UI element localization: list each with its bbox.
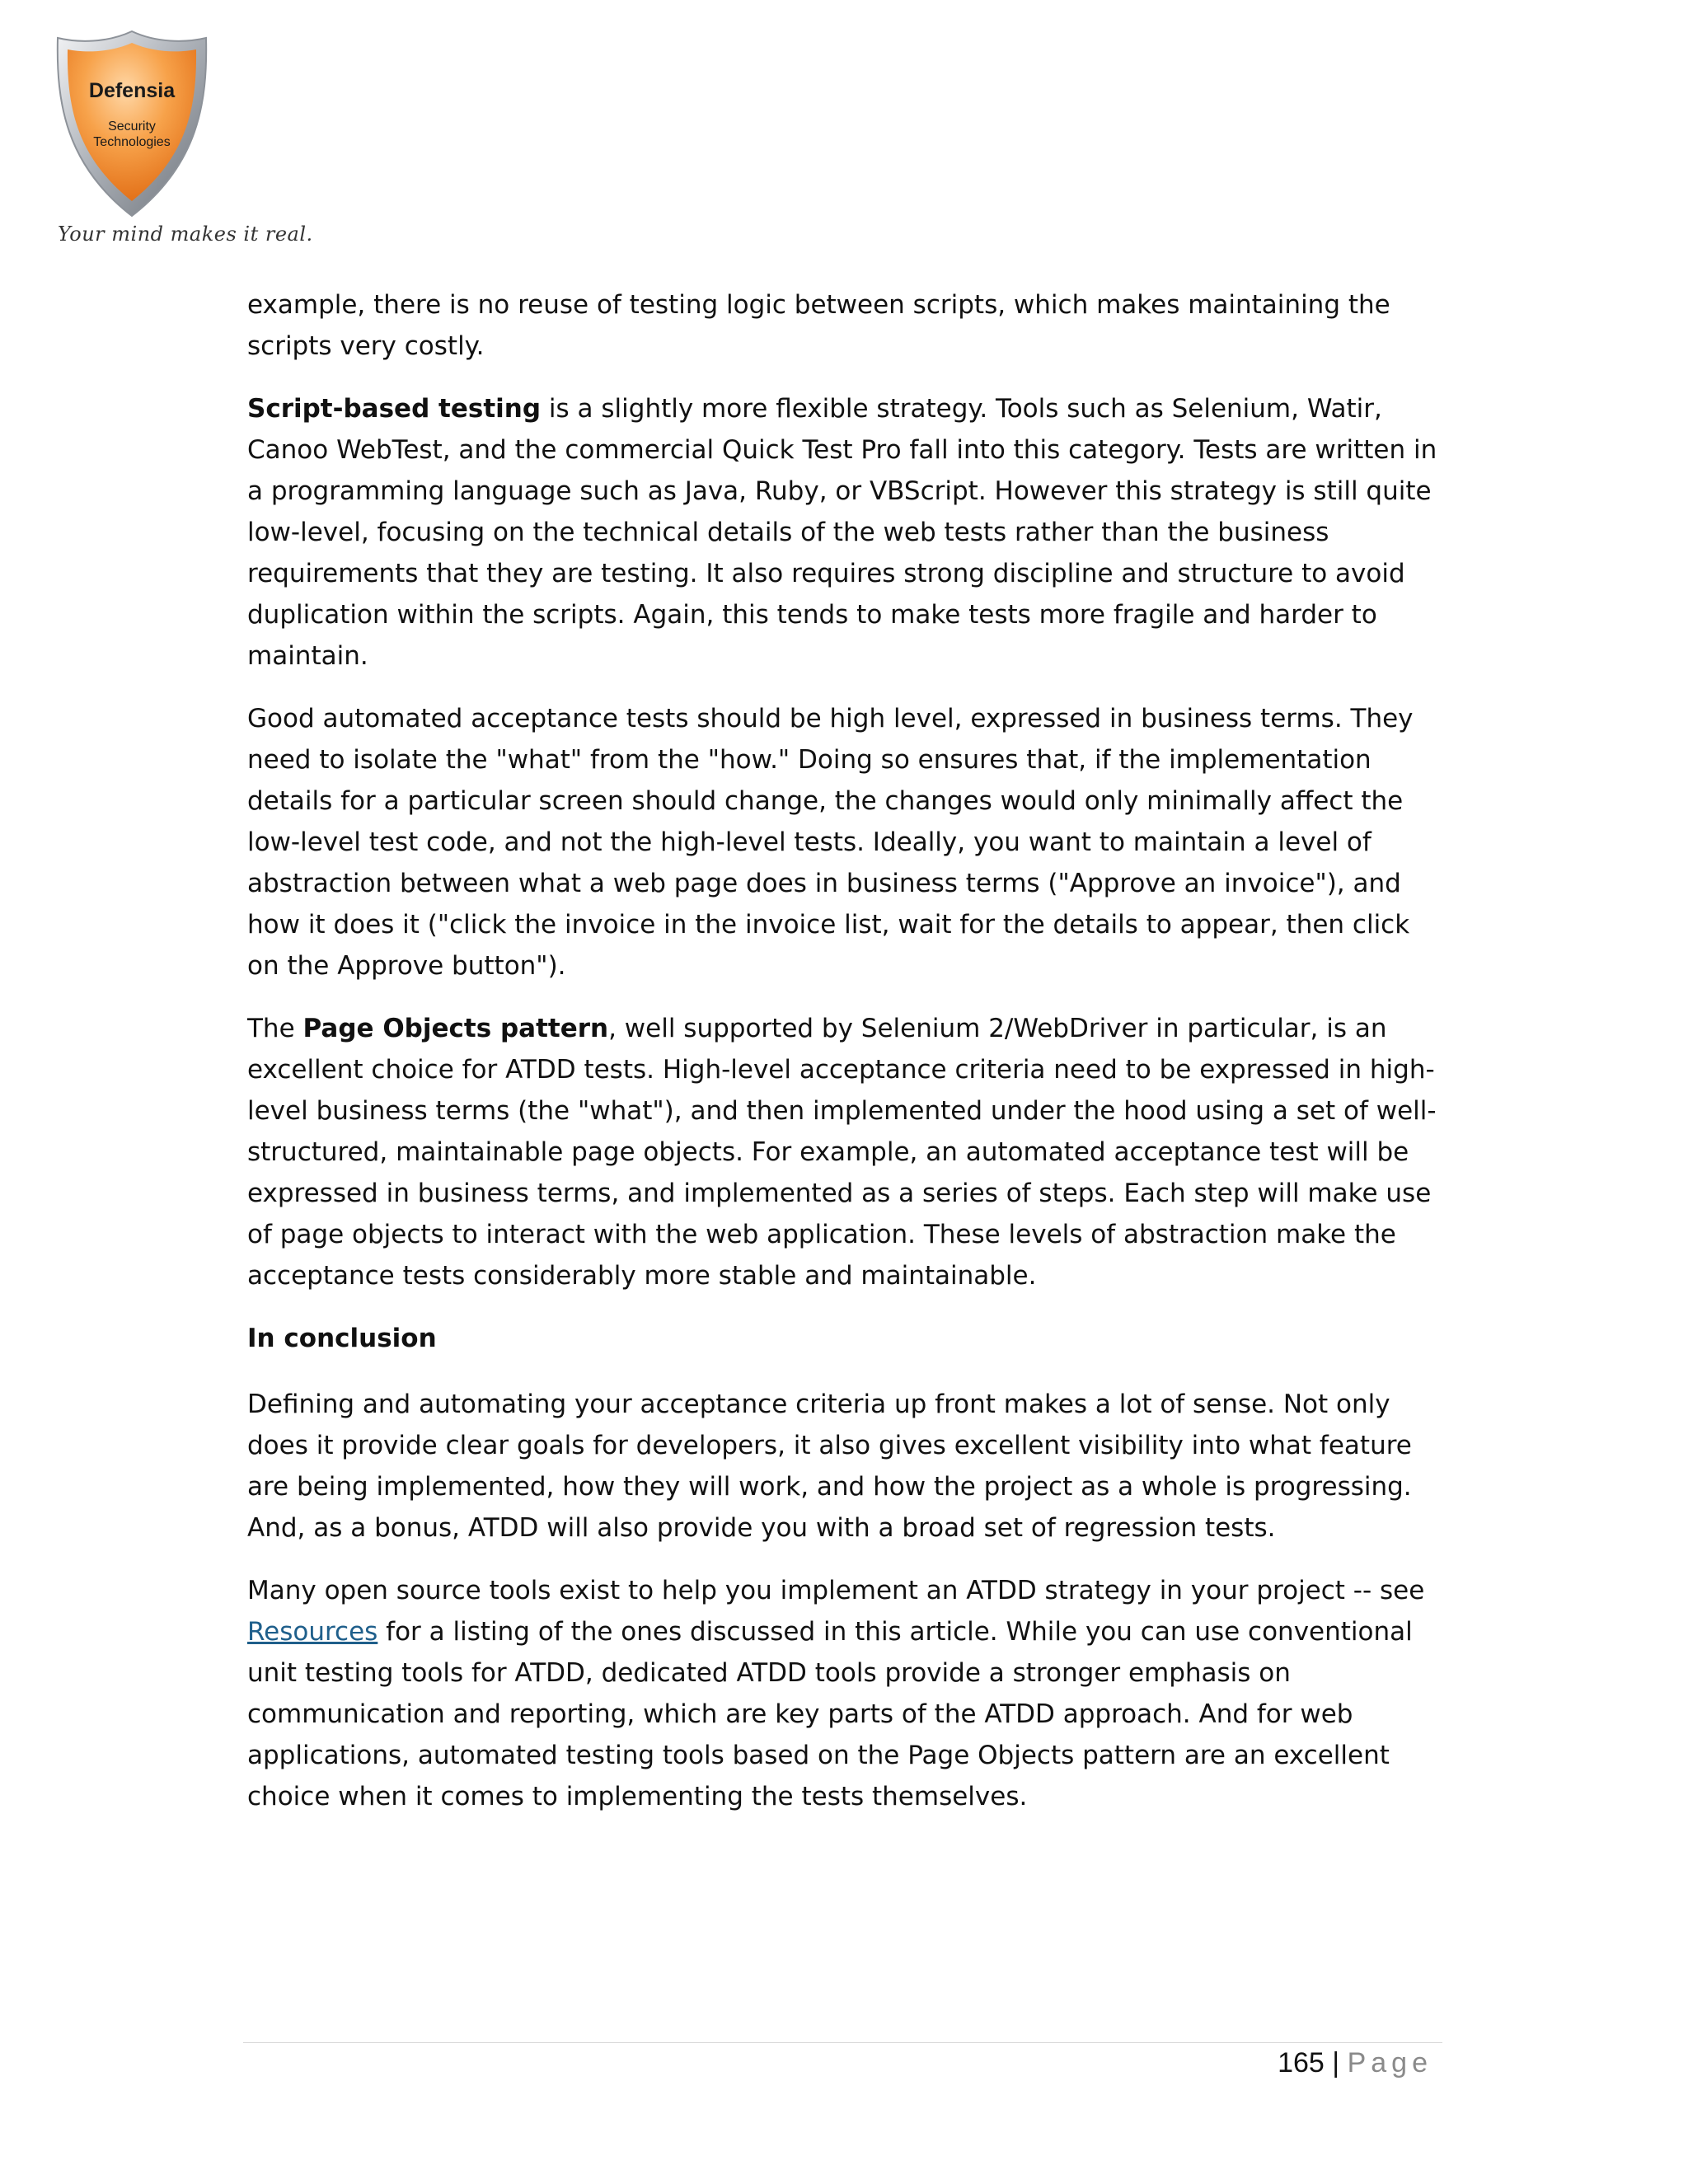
logo-tagline: Your mind makes it real. bbox=[58, 223, 313, 246]
footer-divider bbox=[243, 2042, 1442, 2043]
bold-term: Page Objects pattern bbox=[302, 1014, 609, 1043]
bold-term: Script-based testing bbox=[247, 394, 542, 424]
paragraph-1: example, there is no reuse of testing logic between scripts, which makes maintaining the scripts very costly. bbox=[247, 290, 1390, 361]
page-footer bbox=[1278, 2047, 1432, 2079]
paragraph-4: The Page Objects pattern, well supported by Selenium 2/WebDriver in particular, is an excellent choice for ATDD tests. High-level acceptance criteria need to be expressed in high-level business terms (the "what"), and then implemented under the hood using a set of well-structured, maintainable page objects. For example, an automated acceptance test will be expressed in business terms, and implemented as a series of steps. Each step will make use of page objects to interact with the web application. These levels of abstraction make the acceptance tests considerably more stable and maintainable. bbox=[247, 1014, 1437, 1291]
resources-link[interactable]: Resources bbox=[247, 1617, 378, 1647]
page-label: Page bbox=[1347, 2047, 1432, 2079]
section-heading: In conclusion bbox=[247, 1324, 437, 1353]
paragraph-5: Defining and automating your acceptance criteria up front makes a lot of sense. Not only does it provide clear goals for developers, it also gives excellent visibility into what feature are being implemented, how they will work, and how the project as a whole is progressing. And, as a bonus, ATDD will also provide you with a broad set of regression tests. bbox=[247, 1390, 1412, 1543]
page-number: 165 bbox=[1278, 2047, 1325, 2079]
footer-separator: | bbox=[1332, 2047, 1340, 2079]
logo-sub2: Technologies bbox=[93, 135, 171, 149]
logo-name: Defensia bbox=[88, 79, 176, 102]
shield-icon bbox=[49, 25, 214, 223]
paragraph-3: Good automated acceptance tests should be high level, expressed in business terms. They need to isolate the "what" from the "how." Doing so ensures that, if the implementation details for a particular screen should change, the changes would only minimally affect the low-level test code, and not the high-level tests. Ideally, you want to maintain a level of abstraction between what a web page does in business terms ("Approve an invoice"), and how it does it ("click the invoice in the invoice list, wait for the details to appear, then click on the Approve button"). bbox=[247, 704, 1414, 981]
paragraph-6: Many open source tools exist to help you implement an ATDD strategy in your project -- see Resources for a listing of the ones discussed in this article. While you can use conventional unit testing tools for ATDD, dedicated ATDD tools provide a stronger emphasis on communication and reporting, which are key parts of the ATDD approach. And for web applications, automated testing tools based on the Page Objects pattern are an excellent choice when it comes to implementing the tests themselves. bbox=[247, 1576, 1425, 1811]
paragraph-2: Script-based testing is a slightly more flexible strategy. Tools such as Selenium, Watir, Canoo WebTest, and the commercial Quick Test Pro fall into this category. Tests are written in a programming language such as Java, Ruby, or VBScript. However this strategy is still quite low-level, focusing on the technical details of the web tests rather than the business requirements that they are testing. It also requires strong discipline and structure to avoid duplication within the scripts. Again, this tends to make tests more fragile and harder to maintain. bbox=[247, 394, 1437, 671]
logo-sub1: Security bbox=[108, 120, 156, 134]
document-body bbox=[247, 284, 1442, 1839]
